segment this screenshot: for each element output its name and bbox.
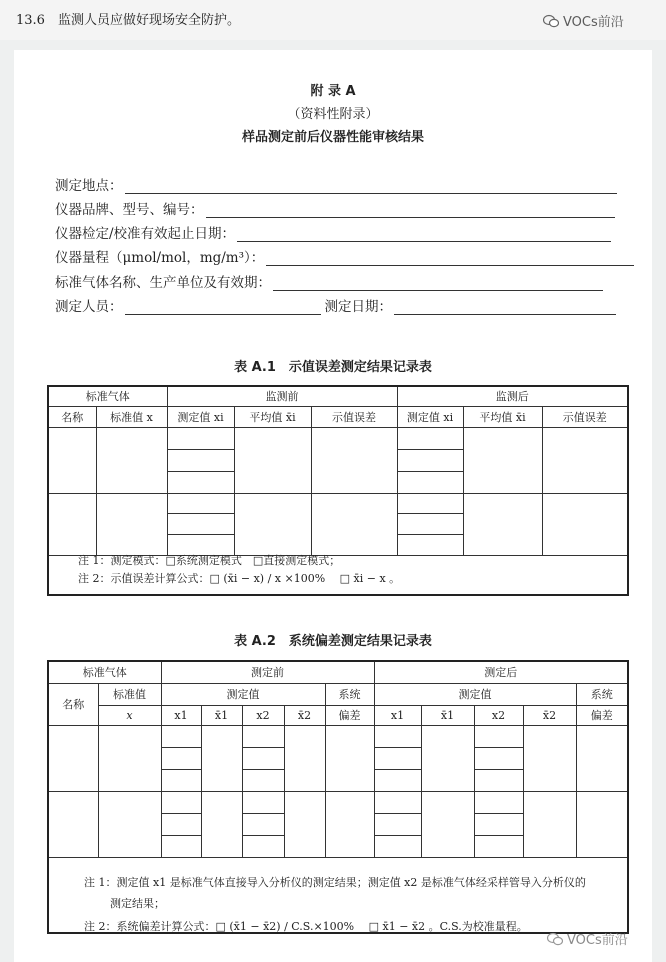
field-label: 测定日期： <box>324 299 392 315</box>
header-after: 测定后 <box>374 661 628 683</box>
table2-note1-line1: 注 1：测定值 x1 是标准气体直接导入分析仪的测定结果；测定值 x2 是标准气体经采样管导入分析仪的 <box>84 876 586 889</box>
header-name: 名称 <box>48 683 98 725</box>
table2-title: 表 A.2 系统偏差测定结果记录表 <box>234 634 432 649</box>
appendix-subtitle: （资料性附录） <box>287 107 379 122</box>
field-label: 仪器量程（μmol/mol，mg/m³）： <box>55 250 265 266</box>
header-bias2: 偏差 <box>576 705 628 725</box>
table2-note1-line2: 测定结果； <box>110 897 165 910</box>
field-label: 仪器品牌、型号、编号： <box>55 202 204 218</box>
fill-line <box>206 203 615 218</box>
table-row <box>48 791 628 813</box>
field-standard-gas <box>55 271 603 291</box>
fill-line <box>237 227 611 242</box>
field-label: 仪器检定/校准有效起止日期： <box>55 226 236 242</box>
table-a2 <box>47 660 629 934</box>
field-range <box>55 246 634 266</box>
fill-line <box>125 179 617 194</box>
fill-line <box>273 276 603 291</box>
field-label: 标准气体名称、生产单位及有效期： <box>55 275 271 291</box>
table1-note1: 注 1：测定模式：□系统测定模式 □直接测定模式； <box>78 554 341 567</box>
field-calibration <box>55 222 611 242</box>
header-x2-avg: x̄2 <box>284 705 325 725</box>
header-measured: 测定值 <box>161 683 325 705</box>
header-name: 名称 <box>48 406 96 427</box>
header-measured: 测定值 xi <box>167 406 234 427</box>
field-location <box>55 174 617 194</box>
wechat-icon <box>543 14 559 28</box>
header-bias: 系统 <box>325 683 374 705</box>
watermark-bottom <box>547 929 628 948</box>
wechat-icon <box>547 932 563 946</box>
table1-title: 表 A.1 示值误差测定结果记录表 <box>234 360 432 375</box>
table1-note2: 注 2：示值误差计算公式：□ (x̄i − x) / x ×100% □ x̄i − x 。 <box>78 572 401 585</box>
appendix-heading: 样品测定前后仪器性能审核结果 <box>241 130 424 145</box>
fill-line <box>125 300 321 315</box>
table2-note2: 注 2：系统偏差计算公式：□ (x̄1 − x̄2) / C.S.×100% □ x̄1 − x̄2 。C.S.为校准量程。 <box>84 920 528 933</box>
header-std-value: 标准值 <box>98 683 161 705</box>
table-row <box>48 427 628 449</box>
appendix-title: 附 录 A <box>310 84 356 99</box>
header-x2: x2 <box>474 705 523 725</box>
header-after: 监测后 <box>397 386 628 406</box>
field-label: 测定人员： <box>55 299 123 315</box>
header-before: 测定前 <box>161 661 374 683</box>
header-std-gas: 标准气体 <box>48 661 161 683</box>
fill-line <box>394 300 616 315</box>
watermark-text: VOCs前沿 <box>567 933 628 948</box>
header-std-value: 标准值 x <box>96 406 167 427</box>
header-measured: 测定值 xi <box>397 406 463 427</box>
watermark-top <box>543 11 624 30</box>
header-average: 平均值 x̄i <box>463 406 542 427</box>
header-x2-avg: x̄2 <box>523 705 576 725</box>
header-bias: 系统 <box>576 683 628 705</box>
field-personnel-date <box>55 295 616 315</box>
field-label: 测定地点： <box>55 178 123 194</box>
table-row <box>48 493 628 513</box>
header-bias2: 偏差 <box>325 705 374 725</box>
watermark-text: VOCs前沿 <box>563 15 624 30</box>
header-average: 平均值 x̄i <box>234 406 311 427</box>
header-measured: 测定值 <box>374 683 576 705</box>
header-x2: x2 <box>242 705 284 725</box>
header-std-gas: 标准气体 <box>48 386 167 406</box>
header-x: x <box>98 705 161 725</box>
header-x1-avg: x̄1 <box>201 705 242 725</box>
top-text: 13.6 监测人员应做好现场安全防护。 <box>16 13 240 28</box>
header-error: 示值误差 <box>311 406 397 427</box>
header-error: 示值误差 <box>542 406 628 427</box>
header-x1: x1 <box>161 705 201 725</box>
header-before: 监测前 <box>167 386 397 406</box>
fill-line <box>266 251 634 266</box>
table-row <box>48 725 628 747</box>
header-x1: x1 <box>374 705 421 725</box>
field-instrument <box>55 198 615 218</box>
header-x1-avg: x̄1 <box>421 705 474 725</box>
